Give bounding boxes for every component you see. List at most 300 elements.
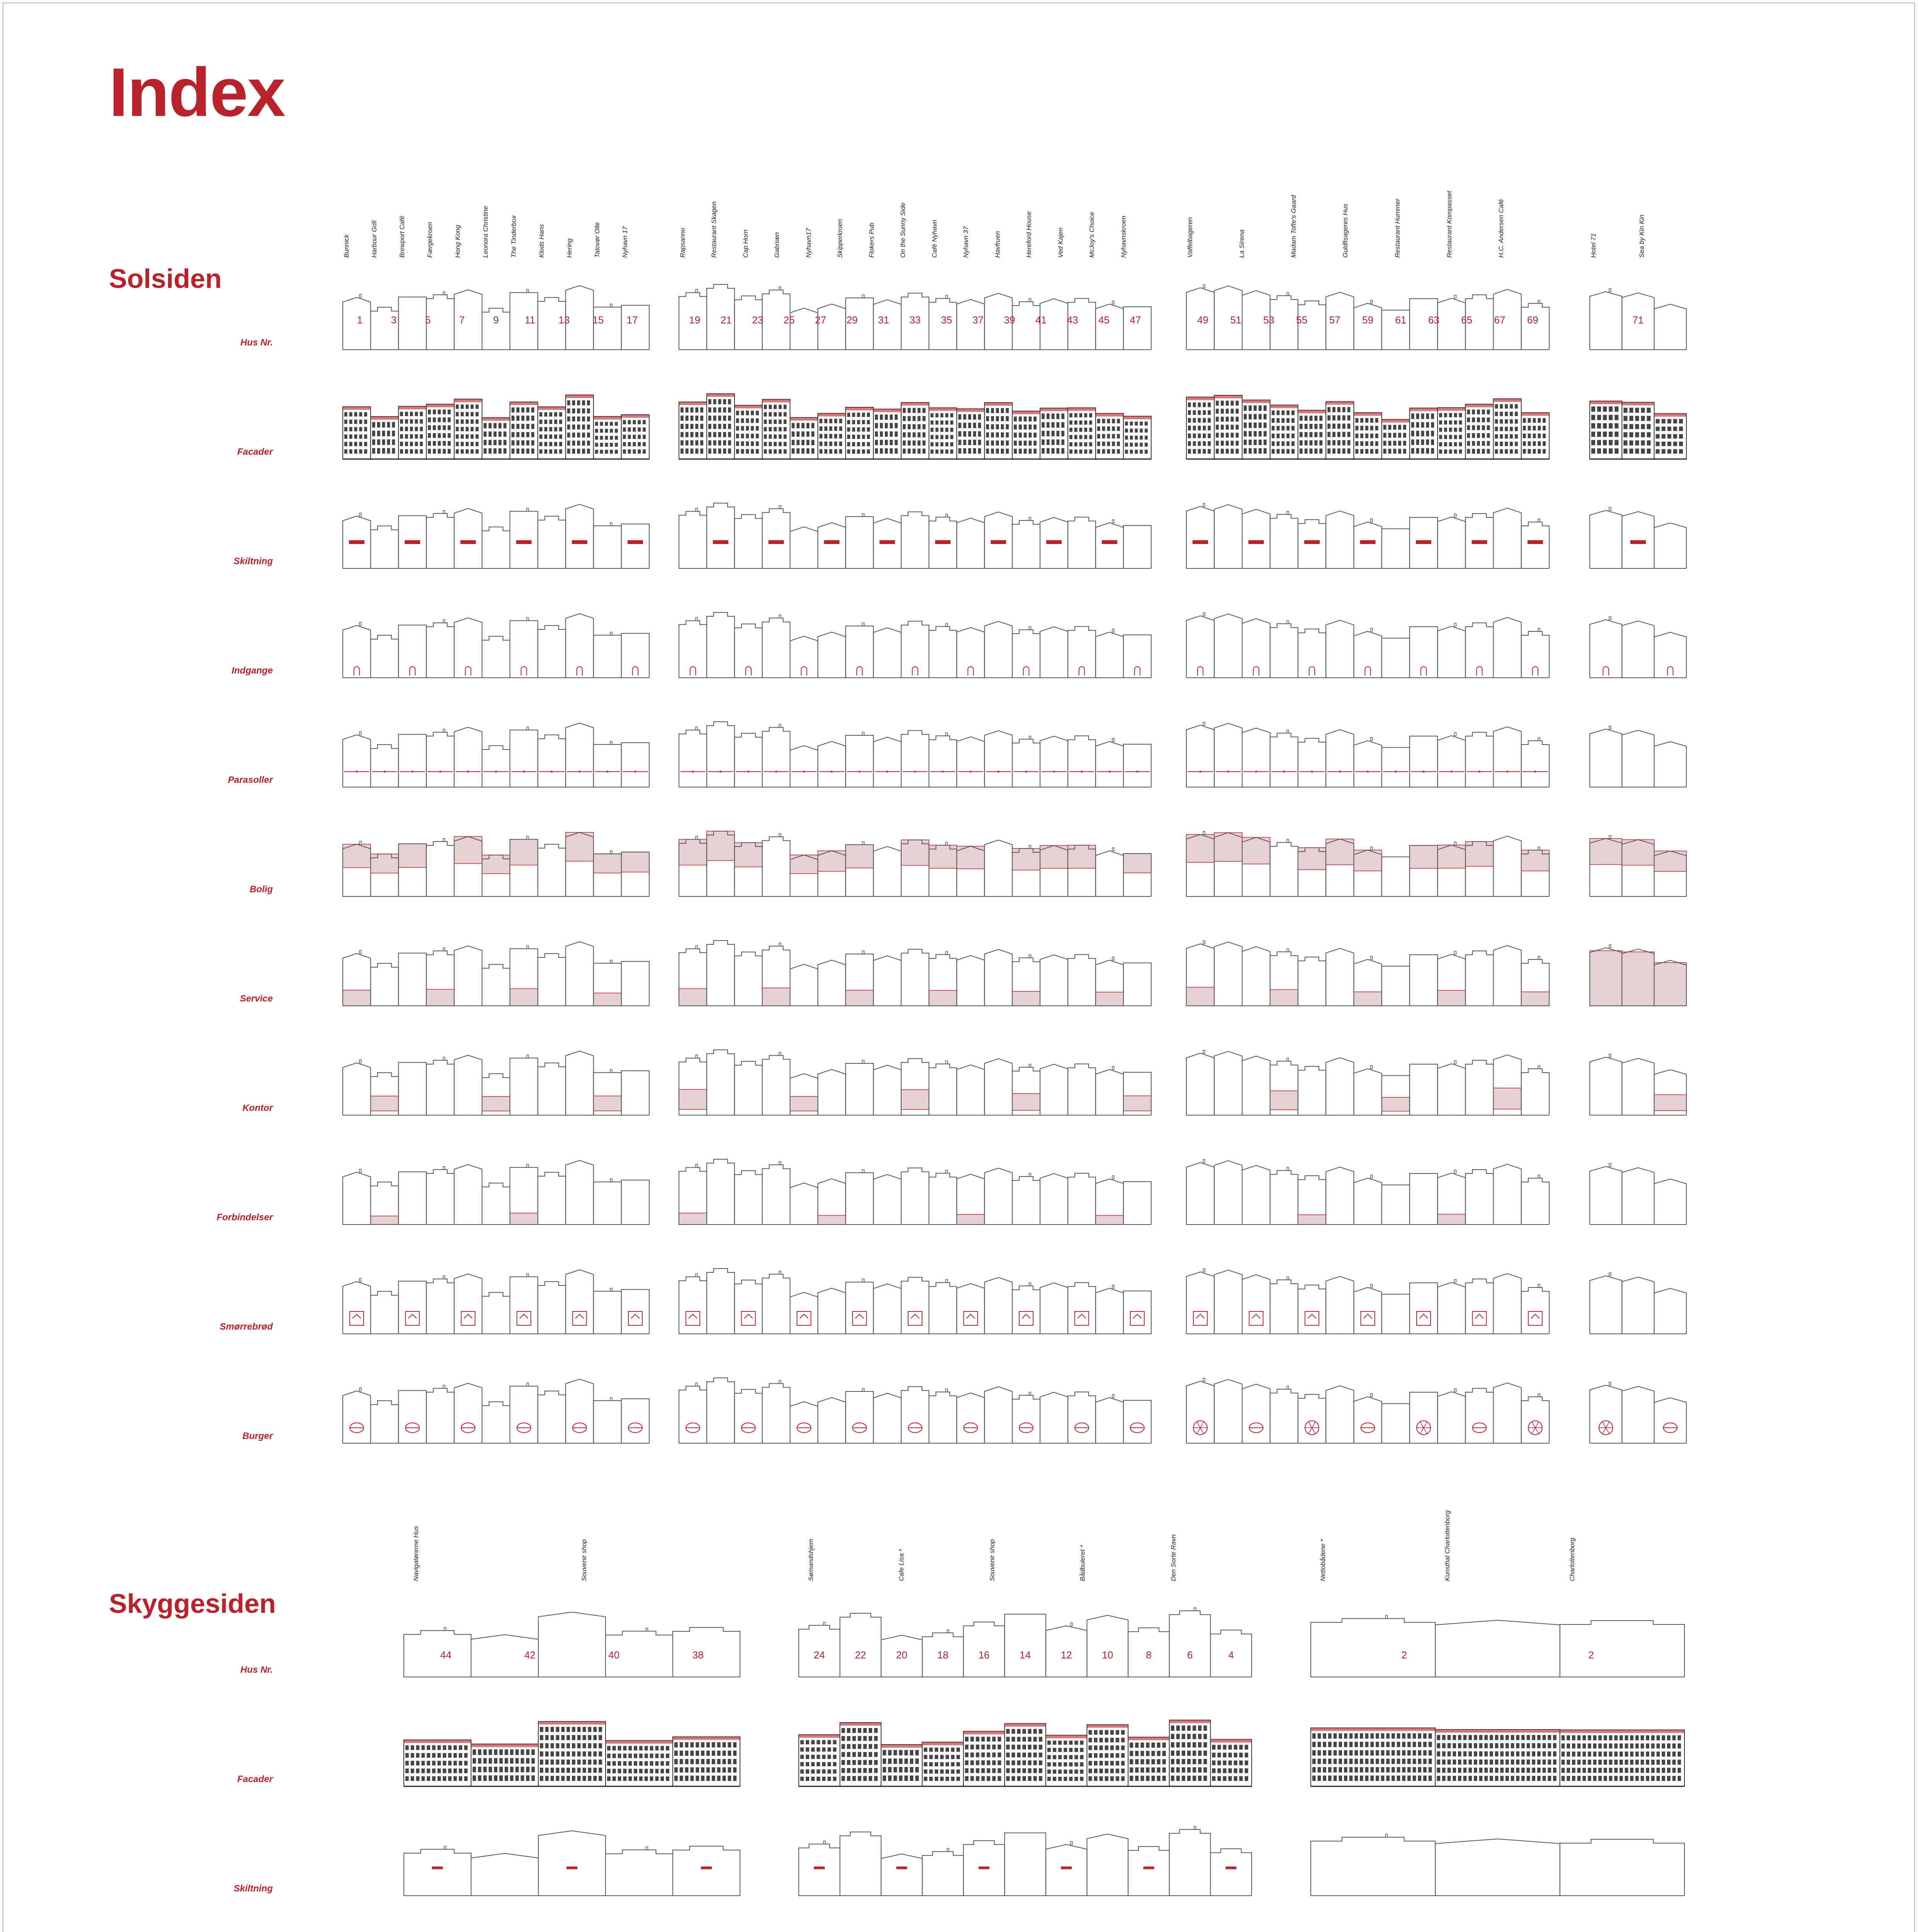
building-outline [566, 614, 594, 678]
fill-region [1270, 990, 1298, 1006]
facade [790, 418, 818, 459]
burger-icon [742, 1423, 755, 1432]
building-outline [426, 729, 454, 787]
building-outline [1242, 947, 1270, 1006]
smorrebrod-icon [350, 1311, 364, 1325]
building-outline [1590, 726, 1622, 787]
building-outline [454, 837, 482, 896]
building-outline [881, 1854, 922, 1896]
building-outline [594, 1288, 621, 1334]
umbrella-icon [1188, 771, 1213, 773]
sign-icon [991, 540, 1006, 544]
fill-region [1622, 840, 1654, 865]
sign-icon [567, 1867, 577, 1869]
facade [799, 1735, 840, 1786]
smorrebrod-icon [852, 1311, 866, 1325]
building-outline [1128, 1847, 1169, 1896]
door-icon [1365, 667, 1370, 675]
umbrella-icon [1125, 771, 1150, 773]
burger-icon [628, 1423, 642, 1432]
fill-region [1096, 992, 1123, 1006]
building-outline [594, 1070, 621, 1115]
burger-icon [1663, 1423, 1677, 1432]
house-number: 7 [459, 314, 465, 326]
building-outline [1298, 848, 1326, 896]
building-outline [1087, 1834, 1128, 1896]
umbrella-icon [567, 771, 592, 773]
sign-icon [769, 540, 784, 544]
house-number: 42 [524, 1649, 536, 1661]
building-outline [1438, 1279, 1465, 1334]
umbrella-icon [1439, 771, 1464, 773]
business-name-label: Nettobådene * [1319, 1539, 1327, 1581]
facade [1494, 399, 1521, 459]
business-name-label: Havfruen [994, 231, 1001, 258]
building-outline [985, 1277, 1012, 1334]
building-outline [510, 1274, 538, 1334]
facade [735, 405, 762, 459]
building-outline [1590, 1273, 1622, 1334]
row-label: Skiltning [233, 1883, 273, 1894]
building-row [1311, 1607, 1684, 1677]
building-row [1590, 1159, 1686, 1225]
building-outline [566, 1270, 594, 1334]
fill-region [818, 1215, 846, 1225]
building-outline [538, 1282, 566, 1334]
facade [1012, 411, 1040, 459]
building-outline [1012, 845, 1040, 896]
door-icon [521, 667, 526, 675]
facade [1435, 1730, 1560, 1786]
building-row [1590, 612, 1686, 678]
building-outline [873, 847, 901, 896]
building-outline [922, 1849, 964, 1896]
smorrebrod-icon [686, 1311, 700, 1325]
umbrella-icon [483, 771, 509, 773]
building-outline [957, 1065, 985, 1115]
building-row [679, 1268, 1151, 1334]
fill-region [621, 852, 649, 872]
building-outline [566, 504, 594, 568]
house-number: 2 [1401, 1649, 1407, 1661]
fill-region [426, 989, 454, 1006]
building-outline [594, 960, 621, 1006]
building-outline [1654, 1288, 1686, 1334]
business-name-label: The Tinderbox [510, 215, 517, 258]
building-outline [1654, 523, 1686, 568]
building-outline [818, 1288, 846, 1334]
facade [873, 409, 901, 459]
house-number: 11 [525, 314, 536, 326]
fill-region [594, 854, 621, 873]
building-outline [398, 1172, 426, 1225]
fill-region [1270, 1091, 1298, 1110]
building-row [404, 1717, 740, 1786]
building-outline [1590, 835, 1622, 896]
facade [1210, 1740, 1252, 1786]
building-outline [1382, 638, 1410, 678]
building-outline [1354, 847, 1381, 896]
business-name-label: Gabriæn [773, 232, 781, 258]
building-outline [1465, 951, 1493, 1006]
building-outline [762, 1380, 790, 1443]
building-outline [1654, 960, 1686, 1006]
building-outline [594, 742, 621, 787]
building-outline [1123, 1182, 1151, 1225]
umbrella-icon [1097, 771, 1122, 773]
facade [1410, 408, 1438, 459]
building-outline [929, 1061, 957, 1115]
building-row [1186, 612, 1549, 678]
building-outline [1270, 1058, 1298, 1115]
building-outline [371, 963, 398, 1006]
business-name-label: Ved Kajen [1056, 228, 1064, 258]
facade [1326, 401, 1354, 459]
building-outline [1382, 1185, 1410, 1225]
building-outline [735, 515, 762, 568]
building-outline [1169, 1827, 1211, 1896]
building-outline [1242, 728, 1270, 787]
building-outline [1435, 1839, 1560, 1896]
building-outline [621, 524, 649, 568]
building-outline [1123, 744, 1151, 787]
building-outline [1465, 842, 1493, 896]
smorrebrod-icon [405, 1311, 419, 1325]
building-outline [343, 732, 371, 787]
building-row [1186, 503, 1549, 568]
wheel-icon [1599, 1421, 1613, 1435]
sign-icon [1304, 540, 1320, 544]
building-outline [482, 964, 510, 1006]
facade [371, 417, 398, 459]
building-outline [566, 1051, 594, 1115]
house-number: 6 [1187, 1649, 1193, 1661]
fill-region [510, 989, 538, 1006]
building-outline [1654, 304, 1686, 350]
building-outline [1326, 1386, 1354, 1443]
building-outline [873, 1175, 901, 1225]
facade [1465, 404, 1493, 459]
row-label: Parasoller [228, 775, 273, 785]
business-name-label: Souvenir shop [580, 1539, 588, 1581]
smorrebrod-icon [1075, 1311, 1089, 1325]
business-name-label: Harbour Grill [371, 220, 378, 258]
sign-icon [405, 540, 420, 544]
building-outline [454, 1165, 482, 1225]
building-outline [679, 508, 707, 568]
wheel-icon [1305, 1421, 1319, 1435]
building-outline [846, 951, 873, 1006]
umbrella-icon [1300, 771, 1325, 773]
building-outline [1123, 1400, 1151, 1443]
smorrebrod-icon [1472, 1311, 1486, 1325]
building-outline [1298, 1066, 1326, 1115]
house-number: 1 [357, 314, 363, 326]
building-outline [762, 943, 790, 1006]
building-outline [735, 1171, 762, 1225]
building-outline [1242, 509, 1270, 568]
umbrella-icon [456, 771, 481, 773]
building-row [799, 1607, 1252, 1677]
building-outline [985, 621, 1012, 678]
business-name-label: Den Sorte Ravn [1169, 1534, 1177, 1581]
building-row [679, 940, 1151, 1006]
door-icon [1023, 667, 1029, 675]
umbrella-icon [428, 771, 453, 773]
building-outline [1654, 742, 1686, 787]
fill-region [1123, 1096, 1151, 1111]
burger-icon [852, 1423, 866, 1432]
building-outline [1186, 503, 1214, 568]
house-number: 37 [972, 314, 984, 326]
house-number: 51 [1230, 314, 1242, 326]
building-outline [454, 727, 482, 787]
building-outline [1326, 839, 1354, 896]
building-outline [1410, 955, 1438, 1006]
house-number: 45 [1098, 314, 1110, 326]
business-name-label: Nyhavnskroen [1119, 216, 1127, 258]
burger-icon [350, 1423, 364, 1432]
building-outline [1096, 1176, 1123, 1225]
building-outline [482, 1183, 510, 1225]
building-outline [594, 1179, 621, 1225]
door-icon [968, 667, 973, 675]
fill-region [566, 832, 594, 861]
umbrella-icon [903, 771, 928, 773]
smorrebrod-icon [517, 1311, 531, 1325]
door-icon [857, 667, 862, 675]
sign-icon [1472, 540, 1487, 544]
fill-region [1654, 963, 1686, 1006]
umbrella-icon [764, 771, 789, 773]
building-outline [1311, 1834, 1435, 1896]
building-outline [1494, 508, 1521, 568]
building-outline [1382, 1404, 1410, 1443]
building-outline [510, 1055, 538, 1115]
building-outline [1438, 733, 1465, 787]
building-outline [454, 1274, 482, 1334]
business-name-label: Guldfisageres Hus [1342, 204, 1349, 258]
fill-region [1438, 990, 1465, 1006]
building-outline [1382, 529, 1410, 568]
building-outline [1068, 517, 1096, 568]
building-outline [454, 1383, 482, 1443]
building-outline [371, 526, 398, 568]
sign-icon [1193, 540, 1208, 544]
building-outline [1438, 842, 1465, 896]
fill-region [790, 855, 818, 874]
building-outline [846, 514, 873, 568]
fill-region [679, 1213, 707, 1225]
building-outline [426, 948, 454, 1006]
building-outline [735, 1061, 762, 1115]
business-name-label: Hering [565, 238, 573, 258]
building-row [404, 1826, 740, 1896]
wheel-icon [1417, 1421, 1431, 1435]
fill-region [957, 1214, 985, 1225]
facade [1270, 405, 1298, 459]
building-outline [398, 1281, 426, 1334]
business-name-label: Leonora Christine [482, 206, 490, 258]
building-outline [1012, 1283, 1040, 1334]
building-outline [566, 1160, 594, 1225]
house-number: 53 [1263, 314, 1274, 326]
building-outline [762, 1162, 790, 1225]
facade [1590, 401, 1622, 459]
fill-region [1186, 987, 1214, 1006]
umbrella-icon [680, 771, 706, 773]
house-number: 23 [752, 314, 764, 326]
facade [840, 1723, 881, 1786]
building-outline [873, 1065, 901, 1115]
building-outline [985, 731, 1012, 787]
burger-icon [461, 1423, 475, 1432]
building-outline [594, 1398, 621, 1443]
business-name-label: McJoy's Choice [1088, 212, 1096, 258]
business-name-label: Nyhavn17 [805, 228, 812, 258]
fill-region [1590, 951, 1622, 1006]
umbrella-icon [1355, 771, 1380, 773]
building-outline [426, 510, 454, 568]
building-outline [1210, 1849, 1252, 1896]
building-outline [538, 844, 566, 896]
building-outline [482, 855, 510, 896]
page-title: Index [109, 54, 285, 131]
fill-region [846, 990, 873, 1006]
building-outline [846, 732, 873, 787]
building-outline [1005, 1833, 1046, 1896]
building-outline [1326, 730, 1354, 787]
row-label: Burger [242, 1431, 273, 1441]
building-outline [371, 1182, 398, 1225]
building-outline [873, 1393, 901, 1443]
building-outline [1012, 955, 1040, 1006]
building-outline [985, 949, 1012, 1006]
building-outline [1465, 1388, 1493, 1443]
smorrebrod-icon [461, 1311, 475, 1325]
building-outline [1410, 627, 1438, 678]
building-row [1590, 1268, 1686, 1334]
building-outline [1123, 963, 1151, 1006]
burger-icon [1130, 1423, 1144, 1432]
building-outline [1622, 1277, 1654, 1334]
umbrella-icon [623, 771, 648, 773]
building-outline [1214, 1161, 1242, 1225]
building-outline [1622, 730, 1654, 787]
building-row [1186, 940, 1549, 1006]
fill-region [482, 855, 510, 874]
building-outline [538, 1831, 606, 1896]
building-outline [873, 956, 901, 1006]
fill-region [1186, 835, 1214, 862]
building-outline [426, 1057, 454, 1115]
facade [1046, 1735, 1087, 1786]
house-number: 49 [1197, 314, 1209, 326]
facade [538, 1721, 606, 1786]
door-icon [1533, 667, 1538, 675]
building-outline [621, 1180, 649, 1225]
building-row [799, 1717, 1252, 1786]
house-number: 33 [909, 314, 921, 326]
burger-icon [1472, 1423, 1486, 1432]
door-icon [1309, 667, 1315, 675]
facade [454, 399, 482, 459]
building-row [1186, 1268, 1549, 1334]
building-outline [1270, 730, 1298, 787]
building-row [404, 1607, 740, 1677]
building-outline [538, 735, 566, 787]
building-outline [1410, 736, 1438, 787]
building-outline [901, 1387, 929, 1443]
fill-region [846, 845, 873, 868]
building-outline [735, 843, 762, 896]
fill-region [1068, 845, 1096, 868]
building-outline [957, 518, 985, 568]
house-number: 20 [896, 1649, 907, 1661]
building-outline [929, 1389, 957, 1443]
building-outline [1590, 1163, 1622, 1225]
building-outline [1040, 627, 1068, 678]
house-number: 27 [815, 314, 827, 326]
house-number: 3 [391, 314, 397, 326]
facade [1298, 410, 1326, 459]
building-outline [1521, 738, 1549, 787]
sign-icon [935, 540, 951, 544]
building-outline [1654, 632, 1686, 678]
building-outline [846, 1060, 873, 1115]
fill-region [1012, 1094, 1040, 1110]
building-row [679, 1159, 1151, 1225]
building-outline [343, 622, 371, 678]
building-outline [426, 838, 454, 896]
door-icon [465, 667, 471, 675]
umbrella-icon [708, 771, 733, 773]
building-outline [1186, 722, 1214, 787]
building-outline [538, 516, 566, 568]
door-icon [354, 667, 359, 675]
building-outline [818, 1070, 846, 1115]
building-outline [1096, 1066, 1123, 1115]
building-row [343, 612, 649, 678]
building-outline [873, 628, 901, 678]
building-outline [1410, 1064, 1438, 1115]
house-number: 19 [689, 314, 701, 326]
row-label: Facader [237, 1774, 273, 1784]
business-name-label: Hong Kong [454, 224, 462, 258]
building-outline [929, 623, 957, 678]
building-outline [1012, 627, 1040, 678]
building-outline [1169, 1608, 1211, 1677]
building-outline [790, 1293, 818, 1334]
building-outline [1622, 621, 1654, 678]
house-number: 17 [626, 314, 638, 326]
building-outline [1494, 946, 1521, 1006]
building-outline [790, 855, 818, 896]
building-outline [621, 633, 649, 678]
building-outline [1186, 941, 1214, 1006]
sign-icon [516, 540, 532, 544]
building-outline [1242, 1056, 1270, 1115]
facade [1622, 402, 1654, 459]
building-outline [471, 1853, 538, 1896]
fill-region [929, 845, 957, 868]
facade [482, 418, 510, 459]
building-outline [594, 304, 621, 350]
facade [566, 395, 594, 459]
building-outline [707, 1378, 735, 1443]
building-outline [1298, 1285, 1326, 1334]
umbrella-icon [847, 771, 872, 773]
